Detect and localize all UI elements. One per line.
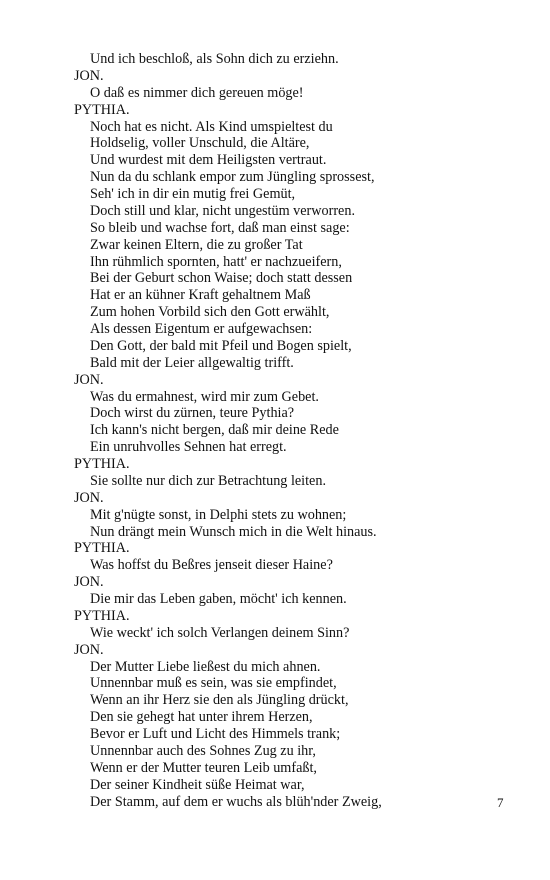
speaker-name: JON. — [74, 641, 104, 658]
verse-line: Seh' ich in dir ein mutig frei Gemüt, — [90, 186, 296, 202]
verse-line: Nun da du schlank empor zum Jüngling sprossest, — [90, 169, 375, 186]
verse-line: Der Stamm, auf dem er wuchs als blüh'nder Zweig, — [90, 793, 382, 810]
verse-line: Was hoffst du Beßres jenseit dieser Haine? — [90, 557, 333, 574]
verse-line: Bei der Geburt schon Waise; doch statt dessen — [90, 270, 353, 287]
verse-line: Bevor er Luft und Licht des Himmels trank; — [90, 726, 341, 742]
verse-line: Wenn er der Mutter teuren Leib umfaßt, — [90, 759, 317, 776]
verse-line: Zum hohen Vorbild sich den Gott erwählt, — [90, 304, 330, 321]
verse-line: Ein unruhvolles Sehnen hat erregt. — [90, 439, 287, 456]
verse-line: Mit g'nügte sonst, in Delphi stets zu wohnen; — [90, 506, 347, 523]
verse-line: Zwar keinen Eltern, die zu großer Tat — [90, 236, 303, 253]
verse-line: Die mir das Leben gaben, möcht' ich kennen. — [90, 591, 347, 607]
verse-line: Holdselig, voller Unschuld, die Altäre, — [90, 135, 310, 152]
verse-line: Wie weckt' ich solch Verlangen deinem Sinn? — [90, 624, 350, 641]
speaker-name: JON. — [74, 371, 104, 388]
speaker-name: PYTHIA. — [74, 101, 130, 118]
verse-line: Wenn an ihr Herz sie den als Jüngling drückt, — [90, 692, 349, 709]
speaker-name: JON. — [74, 67, 104, 84]
verse-line: Und wurdest mit dem Heiligsten vertraut. — [90, 152, 327, 169]
verse-line: Nun drängt mein Wunsch mich in die Welt hinaus. — [90, 523, 377, 540]
verse-line: Bald mit der Leier allgewaltig trifft. — [90, 354, 294, 371]
verse-line: Ich kann's nicht bergen, daß mir deine Rede — [90, 422, 339, 439]
verse-line: Unnennbar muß es sein, was sie empfindet, — [90, 675, 337, 692]
verse-line: Unnennbar auch des Sohnes Zug zu ihr, — [90, 742, 316, 759]
speaker-name: PYTHIA. — [74, 607, 130, 624]
verse-line: O daß es nimmer dich gereuen möge! — [90, 84, 304, 101]
verse-line: Der seiner Kindheit süße Heimat war, — [90, 776, 305, 793]
verse-line: So bleib und wachse fort, daß man einst sage: — [90, 219, 350, 236]
verse-line: Der Mutter Liebe ließest du mich ahnen. — [90, 658, 321, 675]
verse-line: Ihn rühmlich spornten, hatt' er nachzueifern, — [90, 253, 342, 270]
play-text — [74, 51, 534, 810]
verse-line: Den sie gehegt hat unter ihrem Herzen, — [90, 709, 313, 726]
verse-line: Hat er an kühner Kraft gehaltnem Maß — [90, 287, 311, 304]
speaker-name: JON. — [74, 489, 104, 506]
verse-line: Was du ermahnest, wird mir zum Gebet. — [90, 388, 319, 405]
speaker-name: PYTHIA. — [74, 540, 130, 557]
verse-line: Den Gott, der bald mit Pfeil und Bogen spielt, — [90, 337, 352, 354]
verse-line: Als dessen Eigentum er aufgewachsen: — [90, 321, 313, 337]
verse-line: Und ich beschloß, als Sohn dich zu erziehn. — [90, 51, 339, 67]
verse-line: Doch wirst du zürnen, teure Pythia? — [90, 405, 295, 422]
page-number: 7 — [497, 795, 504, 810]
speaker-name: PYTHIA. — [74, 456, 130, 472]
verse-line: Doch still und klar, nicht ungestüm verworren. — [90, 202, 355, 219]
speaker-name: JON. — [74, 574, 104, 591]
verse-line: Sie sollte nur dich zur Betrachtung leiten. — [90, 472, 326, 489]
verse-line: Noch hat es nicht. Als Kind umspieltest du — [90, 118, 333, 135]
